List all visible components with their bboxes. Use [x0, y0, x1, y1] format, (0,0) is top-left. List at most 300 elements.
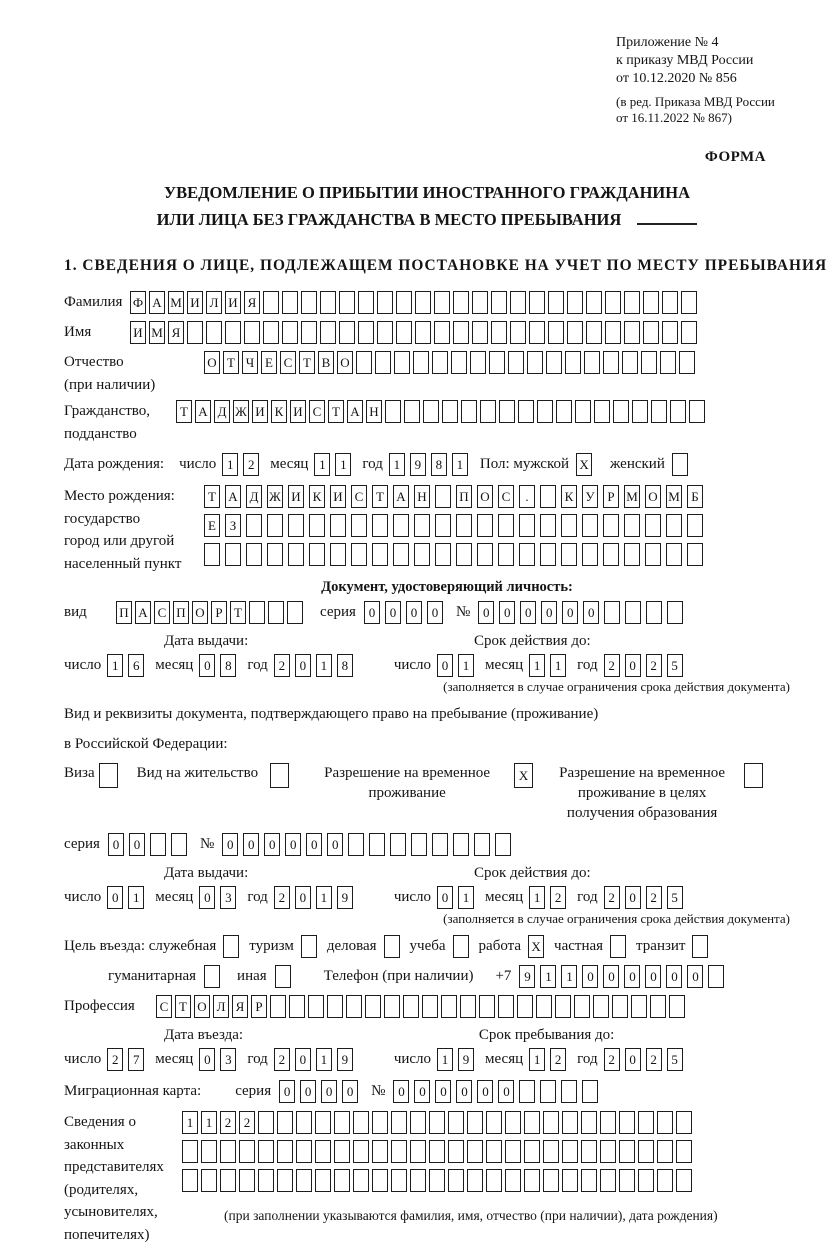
- char-cell[interactable]: [288, 543, 304, 566]
- char-cell[interactable]: [334, 1140, 350, 1163]
- char-cell[interactable]: [339, 291, 355, 314]
- char-cell[interactable]: [645, 543, 661, 566]
- char-cell[interactable]: [565, 351, 581, 374]
- char-cell[interactable]: [586, 321, 602, 344]
- char-cell[interactable]: 0: [306, 833, 322, 856]
- char-cell[interactable]: О: [477, 485, 493, 508]
- char-cell[interactable]: [413, 351, 429, 374]
- char-cell[interactable]: [536, 995, 552, 1018]
- char-cell[interactable]: [524, 1140, 540, 1163]
- char-cell[interactable]: О: [337, 351, 353, 374]
- char-cell[interactable]: [410, 1169, 426, 1192]
- char-cell[interactable]: 1: [561, 965, 577, 988]
- char-cell[interactable]: [610, 935, 626, 958]
- char-cell[interactable]: С: [154, 601, 170, 624]
- char-cell[interactable]: [537, 400, 553, 423]
- char-cell[interactable]: [643, 291, 659, 314]
- char-cell[interactable]: [662, 321, 678, 344]
- char-cell[interactable]: [204, 543, 220, 566]
- char-cell[interactable]: [505, 1169, 521, 1192]
- char-cell[interactable]: 0: [327, 833, 343, 856]
- char-cell[interactable]: 9: [519, 965, 535, 988]
- char-cell[interactable]: [605, 321, 621, 344]
- char-cell[interactable]: 5: [667, 1048, 683, 1071]
- char-cell[interactable]: 0: [645, 965, 661, 988]
- char-cell[interactable]: [375, 351, 391, 374]
- char-cell[interactable]: 0: [300, 1080, 316, 1103]
- char-cell[interactable]: А: [347, 400, 363, 423]
- char-cell[interactable]: [505, 1111, 521, 1134]
- char-cell[interactable]: [393, 543, 409, 566]
- char-cell[interactable]: [239, 1140, 255, 1163]
- char-cell[interactable]: 1: [458, 886, 474, 909]
- char-cell[interactable]: 0: [456, 1080, 472, 1103]
- char-cell[interactable]: [651, 400, 667, 423]
- char-cell[interactable]: 9: [337, 886, 353, 909]
- char-cell[interactable]: 1: [182, 1111, 198, 1134]
- char-cell[interactable]: 0: [498, 1080, 514, 1103]
- char-cell[interactable]: [567, 291, 583, 314]
- char-cell[interactable]: [435, 485, 451, 508]
- char-cell[interactable]: [510, 321, 526, 344]
- char-cell[interactable]: [249, 601, 265, 624]
- char-cell[interactable]: [562, 1111, 578, 1134]
- char-cell[interactable]: [646, 601, 662, 624]
- char-cell[interactable]: [575, 400, 591, 423]
- char-cell[interactable]: [377, 291, 393, 314]
- char-cell[interactable]: [486, 1111, 502, 1134]
- char-cell[interactable]: [277, 1111, 293, 1134]
- char-cell[interactable]: [451, 351, 467, 374]
- char-cell[interactable]: 0: [385, 601, 401, 624]
- char-cell[interactable]: [320, 291, 336, 314]
- char-cell[interactable]: М: [168, 291, 184, 314]
- char-cell[interactable]: [396, 291, 412, 314]
- char-cell[interactable]: [666, 543, 682, 566]
- char-cell[interactable]: 2: [646, 886, 662, 909]
- char-cell[interactable]: 1: [550, 654, 566, 677]
- char-cell[interactable]: О: [204, 351, 220, 374]
- char-cell[interactable]: 0: [625, 654, 641, 677]
- char-cell[interactable]: [643, 321, 659, 344]
- char-cell[interactable]: [282, 321, 298, 344]
- char-cell[interactable]: 0: [624, 965, 640, 988]
- char-cell[interactable]: [499, 400, 515, 423]
- char-cell[interactable]: [415, 291, 431, 314]
- char-cell[interactable]: Т: [204, 485, 220, 508]
- char-cell[interactable]: 1: [201, 1111, 217, 1134]
- char-cell[interactable]: [448, 1169, 464, 1192]
- char-cell[interactable]: 0: [393, 1080, 409, 1103]
- char-cell[interactable]: [622, 351, 638, 374]
- char-cell[interactable]: [422, 995, 438, 1018]
- char-cell[interactable]: 0: [687, 965, 703, 988]
- char-cell[interactable]: [498, 514, 514, 537]
- char-cell[interactable]: [600, 1140, 616, 1163]
- char-cell[interactable]: [567, 321, 583, 344]
- char-cell[interactable]: [220, 1140, 236, 1163]
- char-cell[interactable]: [491, 321, 507, 344]
- char-cell[interactable]: [263, 291, 279, 314]
- char-cell[interactable]: [372, 514, 388, 537]
- char-cell[interactable]: [385, 400, 401, 423]
- char-cell[interactable]: [334, 1111, 350, 1134]
- char-cell[interactable]: 5: [667, 654, 683, 677]
- char-cell[interactable]: М: [666, 485, 682, 508]
- char-cell[interactable]: 2: [604, 654, 620, 677]
- char-cell[interactable]: 0: [342, 1080, 358, 1103]
- char-cell[interactable]: [477, 543, 493, 566]
- char-cell[interactable]: [411, 833, 427, 856]
- char-cell[interactable]: Ф: [130, 291, 146, 314]
- char-cell[interactable]: [309, 514, 325, 537]
- char-cell[interactable]: Ж: [267, 485, 283, 508]
- char-cell[interactable]: О: [645, 485, 661, 508]
- char-cell[interactable]: [479, 995, 495, 1018]
- char-cell[interactable]: 2: [604, 886, 620, 909]
- char-cell[interactable]: 7: [128, 1048, 144, 1071]
- char-cell[interactable]: 1: [529, 1048, 545, 1071]
- char-cell[interactable]: [429, 1169, 445, 1192]
- char-cell[interactable]: Р: [603, 485, 619, 508]
- char-cell[interactable]: Т: [176, 400, 192, 423]
- char-cell[interactable]: [353, 1140, 369, 1163]
- char-cell[interactable]: 0: [478, 601, 494, 624]
- char-cell[interactable]: [612, 995, 628, 1018]
- char-cell[interactable]: 2: [243, 453, 259, 476]
- char-cell[interactable]: 1: [314, 453, 330, 476]
- char-cell[interactable]: 1: [389, 453, 405, 476]
- char-cell[interactable]: [517, 995, 533, 1018]
- char-cell[interactable]: [390, 833, 406, 856]
- char-cell[interactable]: [308, 995, 324, 1018]
- char-cell[interactable]: [432, 833, 448, 856]
- char-cell[interactable]: С: [351, 485, 367, 508]
- char-cell[interactable]: 8: [220, 654, 236, 677]
- char-cell[interactable]: [267, 543, 283, 566]
- char-cell[interactable]: [187, 321, 203, 344]
- char-cell[interactable]: [330, 514, 346, 537]
- char-cell[interactable]: [287, 601, 303, 624]
- char-cell[interactable]: Р: [211, 601, 227, 624]
- char-cell[interactable]: [358, 291, 374, 314]
- char-cell[interactable]: [624, 321, 640, 344]
- char-cell[interactable]: [277, 1140, 293, 1163]
- char-cell[interactable]: [619, 1169, 635, 1192]
- char-cell[interactable]: 0: [199, 1048, 215, 1071]
- char-cell[interactable]: [744, 763, 763, 788]
- char-cell[interactable]: [448, 1111, 464, 1134]
- char-cell[interactable]: [548, 321, 564, 344]
- char-cell[interactable]: [223, 935, 239, 958]
- char-cell[interactable]: [670, 400, 686, 423]
- char-cell[interactable]: Ч: [242, 351, 258, 374]
- char-cell[interactable]: 1: [529, 886, 545, 909]
- char-cell[interactable]: [315, 1169, 331, 1192]
- char-cell[interactable]: [594, 400, 610, 423]
- char-cell[interactable]: [613, 400, 629, 423]
- char-cell[interactable]: Я: [244, 291, 260, 314]
- char-cell[interactable]: [429, 1140, 445, 1163]
- char-cell[interactable]: [489, 351, 505, 374]
- char-cell[interactable]: 0: [295, 886, 311, 909]
- char-cell[interactable]: [474, 833, 490, 856]
- char-cell[interactable]: [491, 291, 507, 314]
- char-cell[interactable]: [301, 291, 317, 314]
- char-cell[interactable]: П: [456, 485, 472, 508]
- char-cell[interactable]: [330, 543, 346, 566]
- char-cell[interactable]: 2: [646, 654, 662, 677]
- char-cell[interactable]: 6: [128, 654, 144, 677]
- char-cell[interactable]: [365, 995, 381, 1018]
- char-cell[interactable]: 0: [222, 833, 238, 856]
- char-cell[interactable]: [442, 400, 458, 423]
- char-cell[interactable]: 1: [335, 453, 351, 476]
- char-cell[interactable]: [603, 514, 619, 537]
- char-cell[interactable]: [561, 543, 577, 566]
- char-cell[interactable]: 0: [199, 654, 215, 677]
- char-cell[interactable]: Д: [214, 400, 230, 423]
- char-cell[interactable]: 2: [274, 654, 290, 677]
- char-cell[interactable]: .: [519, 485, 535, 508]
- char-cell[interactable]: [434, 291, 450, 314]
- char-cell[interactable]: И: [330, 485, 346, 508]
- char-cell[interactable]: [289, 995, 305, 1018]
- char-cell[interactable]: [225, 543, 241, 566]
- char-cell[interactable]: [681, 291, 697, 314]
- char-cell[interactable]: [414, 543, 430, 566]
- char-cell[interactable]: 2: [220, 1111, 236, 1134]
- char-cell[interactable]: [456, 543, 472, 566]
- char-cell[interactable]: 1: [437, 1048, 453, 1071]
- char-cell[interactable]: [296, 1111, 312, 1134]
- char-cell[interactable]: [150, 833, 166, 856]
- char-cell[interactable]: [662, 291, 678, 314]
- char-cell[interactable]: [258, 1169, 274, 1192]
- char-cell[interactable]: 8: [431, 453, 447, 476]
- char-cell[interactable]: Р: [251, 995, 267, 1018]
- char-cell[interactable]: [225, 321, 241, 344]
- char-cell[interactable]: [540, 485, 556, 508]
- char-cell[interactable]: [645, 514, 661, 537]
- char-cell[interactable]: З: [225, 514, 241, 537]
- char-cell[interactable]: [270, 995, 286, 1018]
- char-cell[interactable]: [638, 1140, 654, 1163]
- char-cell[interactable]: [201, 1169, 217, 1192]
- char-cell[interactable]: [518, 400, 534, 423]
- char-cell[interactable]: У: [582, 485, 598, 508]
- char-cell[interactable]: [448, 1140, 464, 1163]
- char-cell[interactable]: [480, 400, 496, 423]
- char-cell[interactable]: [453, 833, 469, 856]
- char-cell[interactable]: [472, 291, 488, 314]
- char-cell[interactable]: [348, 833, 364, 856]
- char-cell[interactable]: А: [225, 485, 241, 508]
- char-cell[interactable]: [410, 1111, 426, 1134]
- char-cell[interactable]: [605, 291, 621, 314]
- char-cell[interactable]: [453, 935, 469, 958]
- char-cell[interactable]: [384, 935, 400, 958]
- char-cell[interactable]: 1: [316, 886, 332, 909]
- char-cell[interactable]: [582, 543, 598, 566]
- char-cell[interactable]: [543, 1111, 559, 1134]
- char-cell[interactable]: 0: [279, 1080, 295, 1103]
- char-cell[interactable]: [315, 1140, 331, 1163]
- char-cell[interactable]: [372, 1111, 388, 1134]
- char-cell[interactable]: [391, 1169, 407, 1192]
- char-cell[interactable]: [275, 965, 291, 988]
- char-cell[interactable]: [270, 763, 289, 788]
- char-cell[interactable]: [246, 514, 262, 537]
- char-cell[interactable]: [296, 1140, 312, 1163]
- char-cell[interactable]: Л: [206, 291, 222, 314]
- char-cell[interactable]: [351, 514, 367, 537]
- char-cell[interactable]: 1: [458, 654, 474, 677]
- char-cell[interactable]: Б: [687, 485, 703, 508]
- char-cell[interactable]: [339, 321, 355, 344]
- char-cell[interactable]: [657, 1111, 673, 1134]
- char-cell[interactable]: [351, 543, 367, 566]
- char-cell[interactable]: X: [528, 935, 544, 958]
- char-cell[interactable]: [453, 291, 469, 314]
- char-cell[interactable]: О: [194, 995, 210, 1018]
- char-cell[interactable]: [429, 1111, 445, 1134]
- char-cell[interactable]: [638, 1111, 654, 1134]
- char-cell[interactable]: [334, 1169, 350, 1192]
- char-cell[interactable]: [258, 1111, 274, 1134]
- char-cell[interactable]: [581, 1111, 597, 1134]
- char-cell[interactable]: [586, 291, 602, 314]
- char-cell[interactable]: [435, 514, 451, 537]
- char-cell[interactable]: 8: [337, 654, 353, 677]
- char-cell[interactable]: 0: [427, 601, 443, 624]
- char-cell[interactable]: [657, 1140, 673, 1163]
- char-cell[interactable]: [282, 291, 298, 314]
- char-cell[interactable]: [498, 995, 514, 1018]
- char-cell[interactable]: [315, 1111, 331, 1134]
- char-cell[interactable]: [519, 543, 535, 566]
- char-cell[interactable]: К: [271, 400, 287, 423]
- char-cell[interactable]: И: [288, 485, 304, 508]
- char-cell[interactable]: [631, 995, 647, 1018]
- char-cell[interactable]: 2: [550, 1048, 566, 1071]
- char-cell[interactable]: [441, 995, 457, 1018]
- char-cell[interactable]: [561, 1080, 577, 1103]
- char-cell[interactable]: [263, 321, 279, 344]
- char-cell[interactable]: [267, 514, 283, 537]
- char-cell[interactable]: [603, 351, 619, 374]
- char-cell[interactable]: [220, 1169, 236, 1192]
- char-cell[interactable]: Н: [366, 400, 382, 423]
- char-cell[interactable]: А: [149, 291, 165, 314]
- char-cell[interactable]: [467, 1140, 483, 1163]
- char-cell[interactable]: 1: [316, 1048, 332, 1071]
- char-cell[interactable]: [404, 400, 420, 423]
- char-cell[interactable]: [346, 995, 362, 1018]
- char-cell[interactable]: 0: [499, 601, 515, 624]
- char-cell[interactable]: И: [187, 291, 203, 314]
- char-cell[interactable]: 5: [667, 886, 683, 909]
- char-cell[interactable]: [495, 833, 511, 856]
- char-cell[interactable]: X: [514, 763, 533, 788]
- char-cell[interactable]: И: [130, 321, 146, 344]
- char-cell[interactable]: 0: [406, 601, 422, 624]
- char-cell[interactable]: [467, 1169, 483, 1192]
- char-cell[interactable]: [548, 291, 564, 314]
- char-cell[interactable]: [309, 543, 325, 566]
- char-cell[interactable]: [540, 1080, 556, 1103]
- char-cell[interactable]: [692, 935, 708, 958]
- char-cell[interactable]: [320, 321, 336, 344]
- char-cell[interactable]: [432, 351, 448, 374]
- char-cell[interactable]: 0: [129, 833, 145, 856]
- char-cell[interactable]: 0: [666, 965, 682, 988]
- char-cell[interactable]: [708, 965, 724, 988]
- char-cell[interactable]: И: [290, 400, 306, 423]
- char-cell[interactable]: 0: [603, 965, 619, 988]
- char-cell[interactable]: [638, 1169, 654, 1192]
- char-cell[interactable]: С: [498, 485, 514, 508]
- char-cell[interactable]: [414, 514, 430, 537]
- char-cell[interactable]: 1: [540, 965, 556, 988]
- char-cell[interactable]: Я: [232, 995, 248, 1018]
- char-cell[interactable]: [391, 1111, 407, 1134]
- char-cell[interactable]: [461, 400, 477, 423]
- char-cell[interactable]: [581, 1140, 597, 1163]
- char-cell[interactable]: [403, 995, 419, 1018]
- char-cell[interactable]: [603, 543, 619, 566]
- char-cell[interactable]: [372, 543, 388, 566]
- char-cell[interactable]: [519, 514, 535, 537]
- char-cell[interactable]: О: [192, 601, 208, 624]
- char-cell[interactable]: [669, 995, 685, 1018]
- char-cell[interactable]: [182, 1140, 198, 1163]
- char-cell[interactable]: [327, 995, 343, 1018]
- char-cell[interactable]: М: [624, 485, 640, 508]
- char-cell[interactable]: Т: [372, 485, 388, 508]
- char-cell[interactable]: С: [280, 351, 296, 374]
- char-cell[interactable]: [99, 763, 118, 788]
- char-cell[interactable]: [396, 321, 412, 344]
- char-cell[interactable]: 3: [220, 1048, 236, 1071]
- char-cell[interactable]: [561, 514, 577, 537]
- char-cell[interactable]: 2: [274, 1048, 290, 1071]
- char-cell[interactable]: П: [116, 601, 132, 624]
- char-cell[interactable]: И: [252, 400, 268, 423]
- char-cell[interactable]: [562, 1169, 578, 1192]
- char-cell[interactable]: К: [309, 485, 325, 508]
- char-cell[interactable]: [676, 1111, 692, 1134]
- char-cell[interactable]: [689, 400, 705, 423]
- char-cell[interactable]: [423, 400, 439, 423]
- char-cell[interactable]: [632, 400, 648, 423]
- char-cell[interactable]: В: [318, 351, 334, 374]
- char-cell[interactable]: [524, 1169, 540, 1192]
- char-cell[interactable]: 0: [414, 1080, 430, 1103]
- char-cell[interactable]: [201, 1140, 217, 1163]
- char-cell[interactable]: [527, 351, 543, 374]
- char-cell[interactable]: 0: [295, 654, 311, 677]
- char-cell[interactable]: [470, 351, 486, 374]
- char-cell[interactable]: [486, 1169, 502, 1192]
- char-cell[interactable]: 0: [285, 833, 301, 856]
- char-cell[interactable]: 2: [107, 1048, 123, 1071]
- char-cell[interactable]: [624, 514, 640, 537]
- char-cell[interactable]: Н: [414, 485, 430, 508]
- char-cell[interactable]: [456, 514, 472, 537]
- char-cell[interactable]: 2: [646, 1048, 662, 1071]
- char-cell[interactable]: [246, 543, 262, 566]
